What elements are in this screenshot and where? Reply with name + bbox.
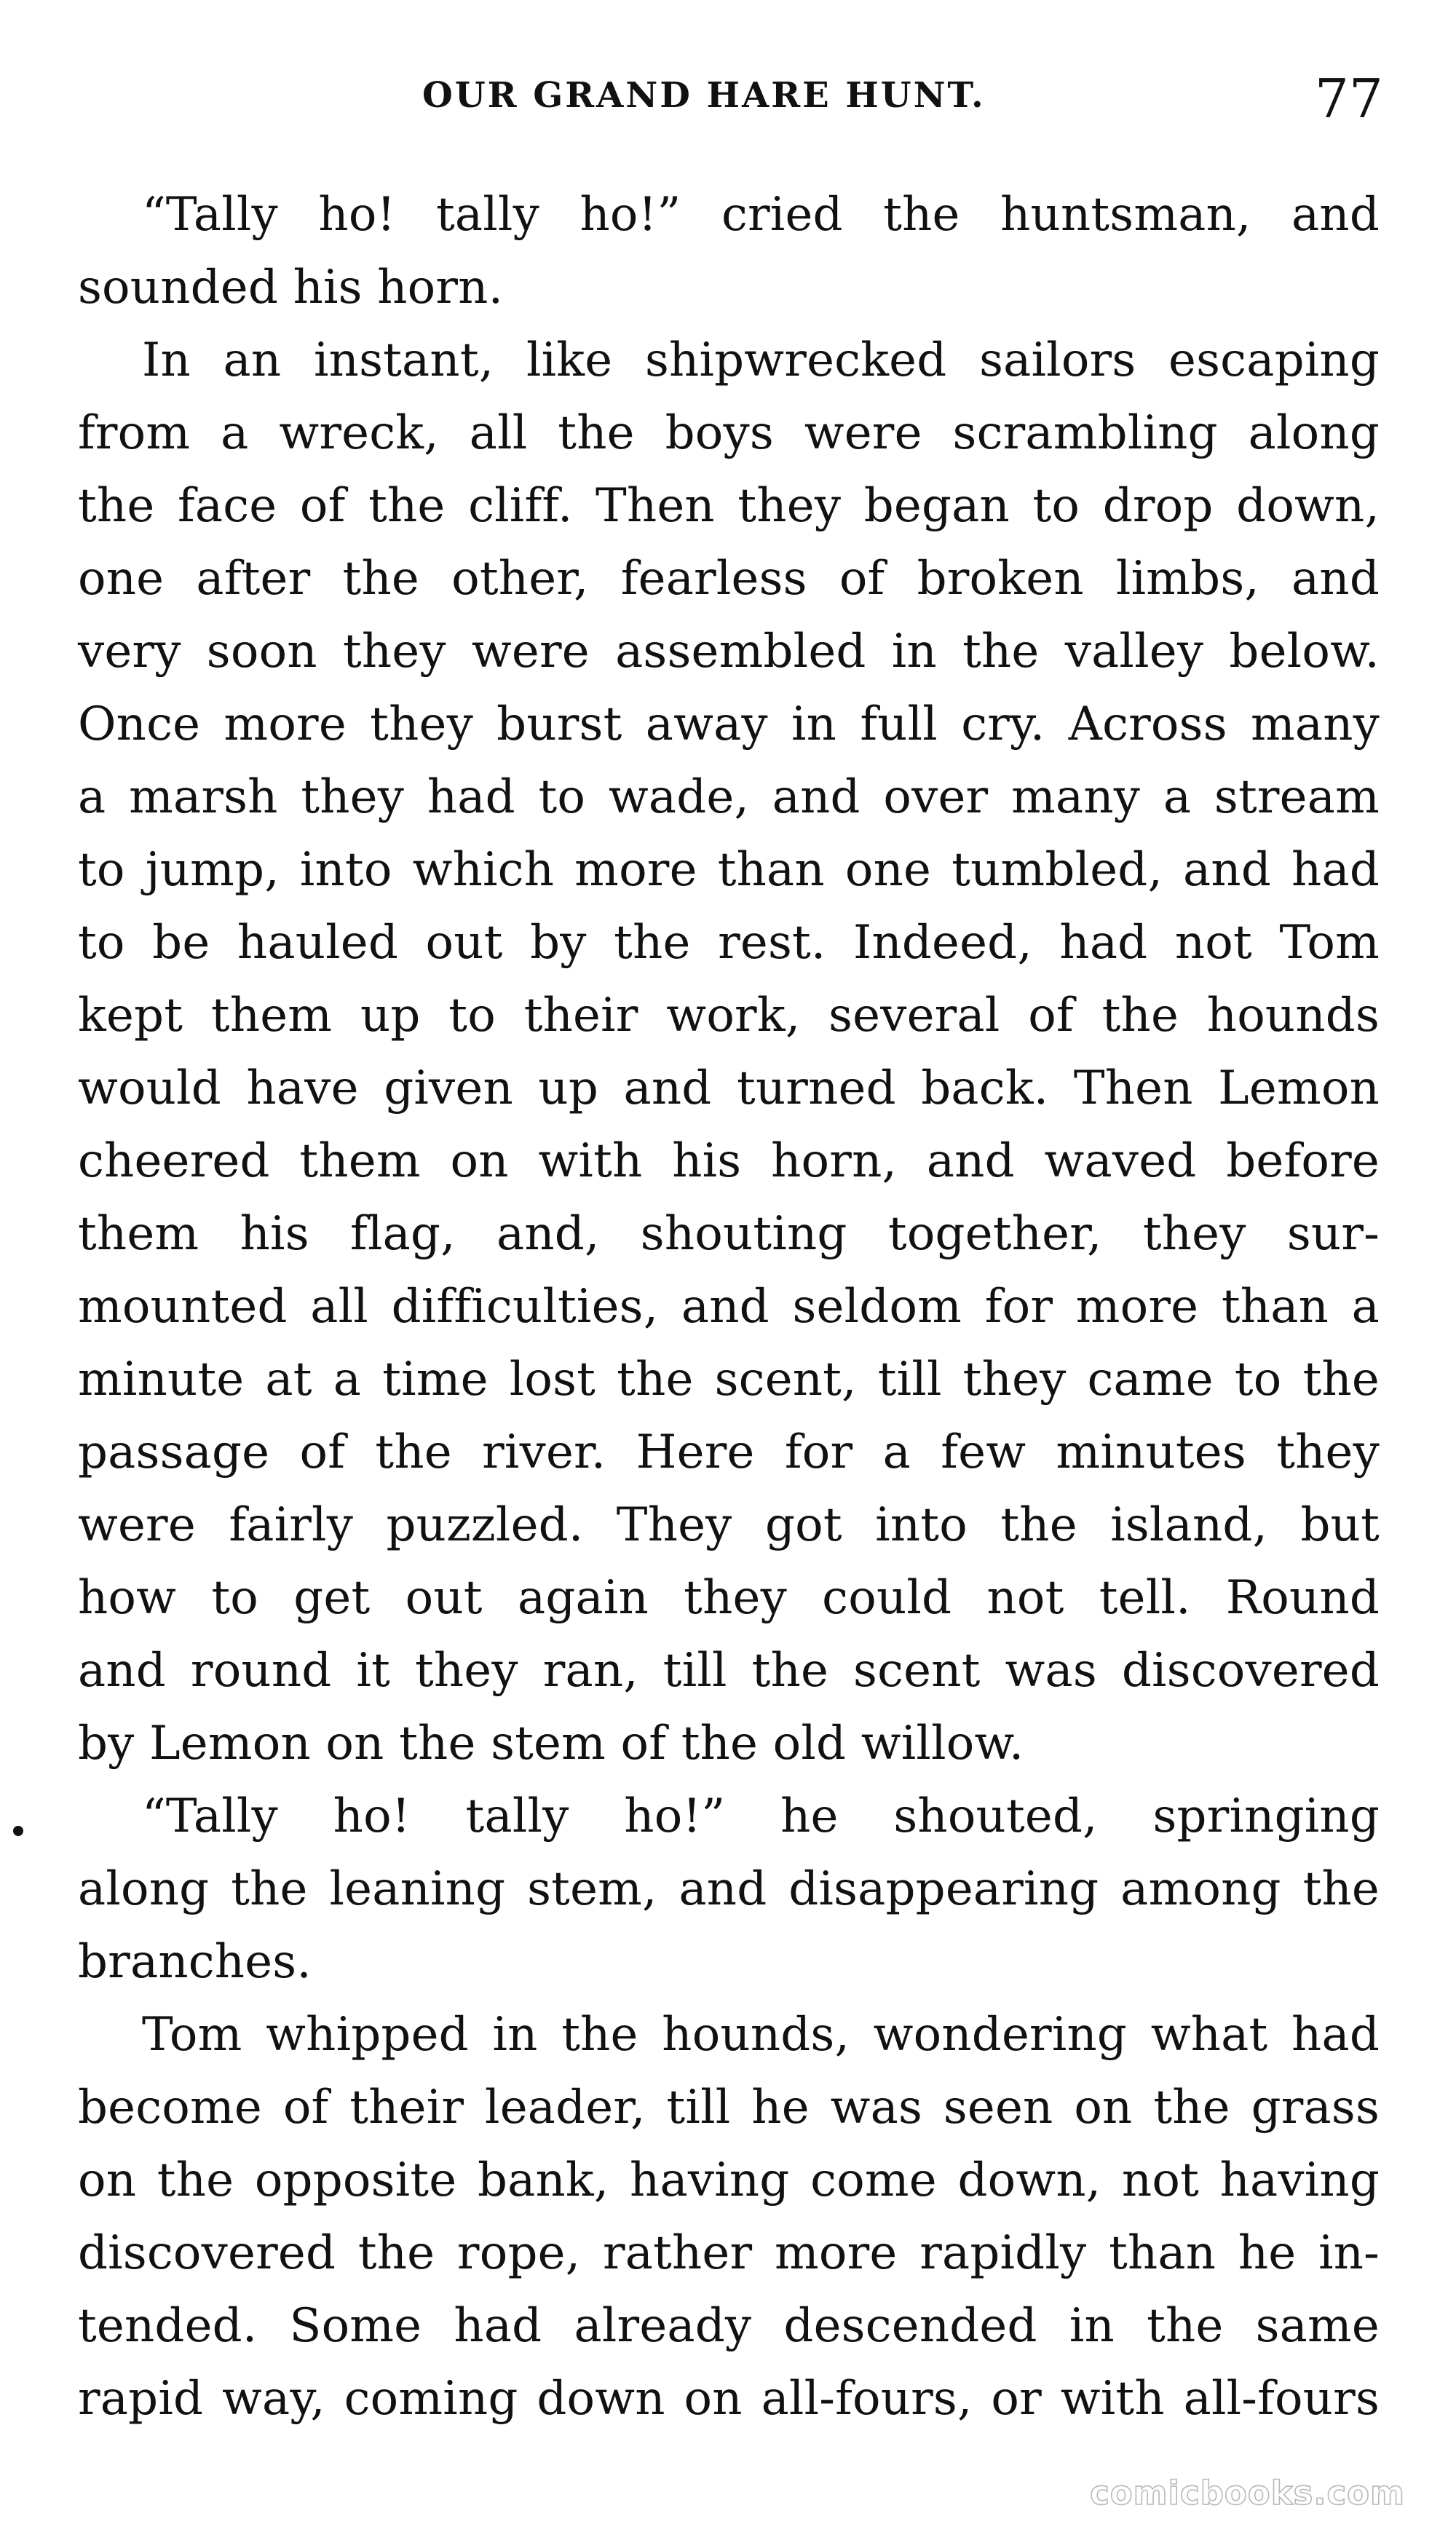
text-line: Once more they burst away in full cry. Across many xyxy=(78,697,1380,751)
text-line: on the opposite bank, having come down, not having xyxy=(78,2153,1380,2207)
text-line: In an instant, like shipwrecked sailors escaping xyxy=(142,333,1380,387)
paragraph-4 xyxy=(78,1998,1380,2435)
paragraph-3 xyxy=(78,1780,1380,1998)
watermark: comicbooks.com xyxy=(1090,2474,1405,2512)
text-line: how to get out again they could not tell. Round xyxy=(78,1571,1380,1625)
text-line: rapid way, coming down on all-fours, or with all-fours xyxy=(78,2372,1380,2426)
text-line: very soon they were assembled in the valley below. xyxy=(78,625,1380,679)
text-line: kept them up to their work, several of the hounds xyxy=(78,989,1380,1043)
text-line: were fairly puzzled. They got into the island, but xyxy=(78,1498,1380,1552)
text-line: tended. Some had already descended in the same xyxy=(78,2299,1380,2353)
paragraph-2 xyxy=(78,324,1380,1780)
text-line: along the leaning stem, and disappearing among the xyxy=(78,1862,1380,1916)
text-line: sounded his horn. xyxy=(78,261,504,314)
text-line: Tom whipped in the hounds, wondering what had xyxy=(142,2008,1380,2062)
text-line: by Lemon on the stem of the old willow. xyxy=(78,1717,1024,1771)
text-line: to be hauled out by the rest. Indeed, had not Tom xyxy=(78,916,1380,970)
text-line: cheered them on with his horn, and waved before xyxy=(78,1134,1380,1188)
body-text xyxy=(78,178,1380,2435)
text-line: “Tally ho! tally ho!” cried the huntsman, and xyxy=(142,188,1380,242)
text-line: from a wreck, all the boys were scrambling along xyxy=(78,406,1380,460)
text-line: mounted all difficulties, and seldom for more than a xyxy=(78,1280,1380,1334)
text-line: become of their leader, till he was seen on the grass xyxy=(78,2081,1380,2135)
text-line: and round it they ran, till the scent was discovered xyxy=(78,1644,1380,1698)
text-line: minute at a time lost the scent, till they came to the xyxy=(78,1353,1380,1407)
running-head xyxy=(422,69,1383,135)
text-line: discovered the rope, rather more rapidly than he in- xyxy=(78,2226,1380,2280)
ink-dot xyxy=(13,1826,23,1836)
text-line: “Tally ho! tally ho!” he shouted, springing xyxy=(142,1789,1380,1843)
text-line: branches. xyxy=(78,1935,312,1989)
text-line: to jump, into which more than one tumbled, and had xyxy=(78,843,1380,897)
text-line: the face of the cliff. Then they began to drop down, xyxy=(78,479,1380,533)
page-number: 77 xyxy=(1314,68,1383,130)
text-line: them his flag, and, shouting together, they sur- xyxy=(78,1207,1380,1261)
text-line: passage of the river. Here for a few minutes they xyxy=(78,1425,1380,1479)
text-line: would have given up and turned back. Then Lemon xyxy=(78,1061,1380,1115)
paragraph-1 xyxy=(78,178,1380,324)
text-line: one after the other, fearless of broken limbs, and xyxy=(78,552,1380,606)
text-line: a marsh they had to wade, and over many a stream xyxy=(78,770,1380,824)
running-title: OUR GRAND HARE HUNT. xyxy=(422,75,986,116)
